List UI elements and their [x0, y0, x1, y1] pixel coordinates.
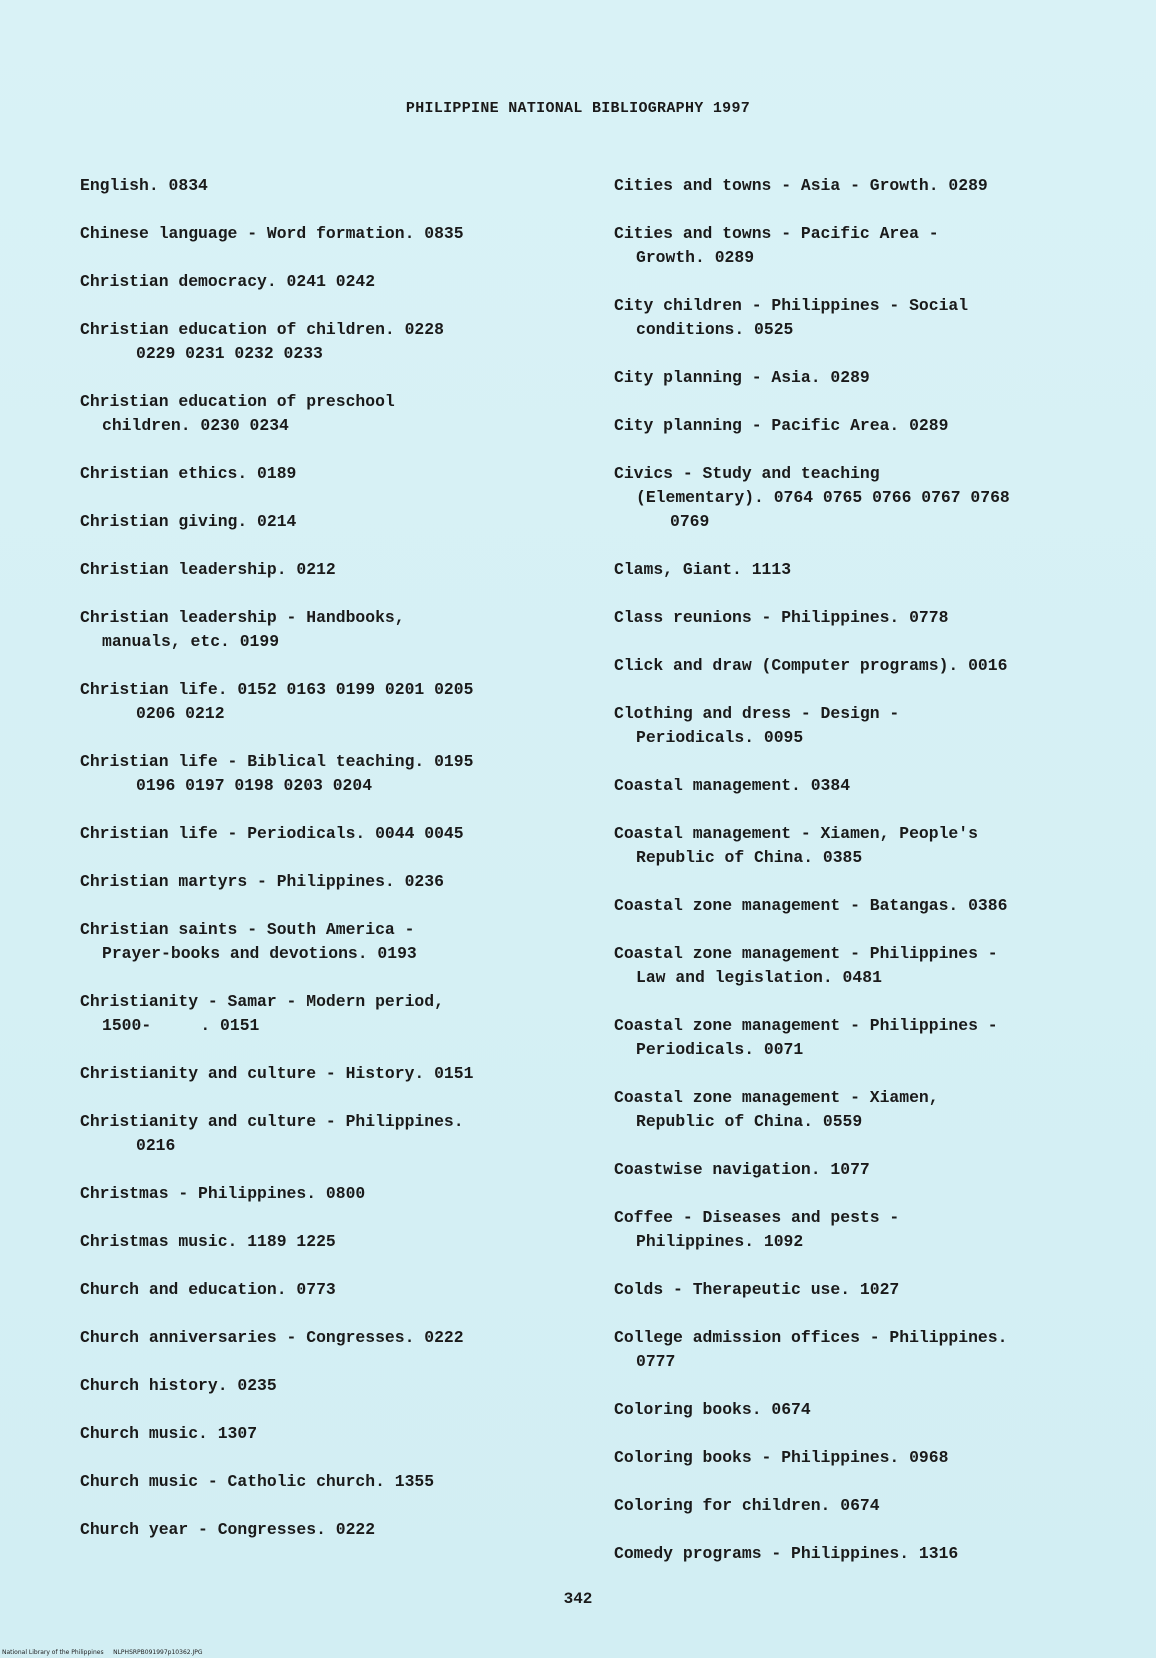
index-entry: [614, 942, 1144, 990]
index-entry: [614, 1446, 1144, 1470]
index-entry: [80, 1230, 600, 1254]
index-entry: [614, 414, 1144, 438]
index-entry-line: City planning - Pacific Area. 0289: [614, 416, 949, 435]
index-entry: [80, 606, 600, 654]
index-entry-line: Republic of China. 0559: [636, 1112, 863, 1131]
index-entry: [80, 1374, 600, 1398]
index-entry-line: Coastal zone management - Philippines -: [614, 1016, 998, 1035]
index-entry: [80, 1326, 600, 1350]
index-entry: [614, 1086, 1144, 1134]
index-entry-line: Periodicals. 0095: [636, 728, 804, 747]
index-entry-line: Comedy programs - Philippines. 1316: [614, 1544, 959, 1563]
index-entry-line: Church year - Congresses. 0222: [80, 1520, 376, 1539]
index-entry-line: Cities and towns - Pacific Area -: [614, 224, 939, 243]
index-entry: [614, 1014, 1144, 1062]
index-entry: [614, 1542, 1144, 1566]
index-entry: [614, 1206, 1144, 1254]
index-entry-line: Christian life. 0152 0163 0199 0201 0205: [80, 680, 474, 699]
index-entry-line: Colds - Therapeutic use. 1027: [614, 1280, 900, 1299]
index-entry-line: Clams, Giant. 1113: [614, 560, 792, 579]
index-entry: [614, 462, 1144, 534]
index-entry: [80, 270, 600, 294]
index-entry-line: Christian education of children. 0228: [80, 320, 444, 339]
index-entry-line: 0216: [136, 1136, 176, 1155]
index-entry: [80, 558, 600, 582]
index-column-right: [614, 174, 1144, 1590]
index-entry-line: Coastwise navigation. 1077: [614, 1160, 870, 1179]
index-entry-line: Clothing and dress - Design -: [614, 704, 900, 723]
index-entry: [80, 1422, 600, 1446]
index-entry-line: Chinese language - Word formation. 0835: [80, 224, 464, 243]
index-entry-line: Church music. 1307: [80, 1424, 258, 1443]
index-entry: [614, 1494, 1144, 1518]
index-entry: [80, 750, 600, 798]
index-entry-line: Christian democracy. 0241 0242: [80, 272, 376, 291]
index-entry: [614, 1398, 1144, 1422]
index-entry: [614, 654, 1144, 678]
index-entry: [614, 894, 1144, 918]
index-entry-line: Coastal management. 0384: [614, 776, 851, 795]
index-entry-line: Coastal zone management - Xiamen,: [614, 1088, 939, 1107]
index-entry-line: Coloring for children. 0674: [614, 1496, 880, 1515]
index-entry-line: Christianity and culture - History. 0151: [80, 1064, 474, 1083]
index-entry: [80, 174, 600, 198]
index-entry: [80, 318, 600, 366]
index-entry-line: Christmas - Philippines. 0800: [80, 1184, 366, 1203]
index-entry-line: conditions. 0525: [636, 320, 794, 339]
scan-footer-caption: National Library of the Philippines NLPHSRPB091997p10362.JPG: [2, 1649, 203, 1656]
index-entry-line: 0196 0197 0198 0203 0204: [136, 776, 373, 795]
index-entry: [614, 174, 1144, 198]
index-entry: [80, 1062, 600, 1086]
page-number: 342: [563, 1590, 593, 1608]
index-entry: [614, 1278, 1144, 1302]
index-entry: [80, 1278, 600, 1302]
index-entry-line: Click and draw (Computer programs). 0016: [614, 656, 1008, 675]
index-entry-line: Growth. 0289: [636, 248, 755, 267]
index-entry: [614, 294, 1144, 342]
index-entry: [80, 510, 600, 534]
index-entry-line: Christian life - Periodicals. 0044 0045: [80, 824, 464, 843]
index-entry: [614, 606, 1144, 630]
index-entry-line: English. 0834: [80, 176, 208, 195]
index-entry: [614, 1158, 1144, 1182]
index-entry-line: Christian giving. 0214: [80, 512, 297, 531]
index-entry-line: 0769: [670, 512, 710, 531]
index-entry-line: Christianity and culture - Philippines.: [80, 1112, 464, 1131]
index-entry-line: Christmas music. 1189 1225: [80, 1232, 336, 1251]
index-entry: [80, 462, 600, 486]
index-entry: [80, 1110, 600, 1158]
index-column-left: [80, 174, 600, 1566]
index-entry-line: Coastal zone management - Batangas. 0386: [614, 896, 1008, 915]
index-entry-line: Christian education of preschool: [80, 392, 395, 411]
index-entry: [80, 1518, 600, 1542]
index-entry-line: 0777: [636, 1352, 676, 1371]
index-entry-line: 0229 0231 0232 0233: [136, 344, 323, 363]
index-entry: [80, 870, 600, 894]
index-entry: [80, 678, 600, 726]
index-entry-line: Christian leadership. 0212: [80, 560, 336, 579]
index-entry: [80, 822, 600, 846]
index-entry-line: 1500- . 0151: [102, 1016, 260, 1035]
index-entry: [614, 1326, 1144, 1374]
index-entry-line: College admission offices - Philippines.: [614, 1328, 1008, 1347]
index-entry-line: Church history. 0235: [80, 1376, 277, 1395]
index-entry-line: Cities and towns - Asia - Growth. 0289: [614, 176, 988, 195]
index-entry-line: children. 0230 0234: [102, 416, 289, 435]
index-entry-line: Christian ethics. 0189: [80, 464, 297, 483]
index-entry-line: Church and education. 0773: [80, 1280, 336, 1299]
index-entry-line: Periodicals. 0071: [636, 1040, 804, 1059]
index-entry-line: Coffee - Diseases and pests -: [614, 1208, 900, 1227]
index-entry-line: Christian life - Biblical teaching. 0195: [80, 752, 474, 771]
index-entry: [80, 918, 600, 966]
index-entry-line: Church music - Catholic church. 1355: [80, 1472, 435, 1491]
index-entry: [80, 390, 600, 438]
index-entry-line: City children - Philippines - Social: [614, 296, 969, 315]
index-entry: [80, 1470, 600, 1494]
index-entry: [80, 1182, 600, 1206]
index-entry-line: Christianity - Samar - Modern period,: [80, 992, 444, 1011]
index-entry: [80, 222, 600, 246]
index-entry-line: Christian martyrs - Philippines. 0236: [80, 872, 444, 891]
index-entry-line: 0206 0212: [136, 704, 225, 723]
index-entry-line: Class reunions - Philippines. 0778: [614, 608, 949, 627]
index-entry-line: Civics - Study and teaching: [614, 464, 880, 483]
index-entry: [614, 702, 1144, 750]
index-entry-line: Republic of China. 0385: [636, 848, 863, 867]
index-entry-line: Law and legislation. 0481: [636, 968, 882, 987]
page-header: PHILIPPINE NATIONAL BIBLIOGRAPHY 1997: [405, 100, 751, 117]
index-entry-line: Church anniversaries - Congresses. 0222: [80, 1328, 464, 1347]
index-entry-line: Coastal management - Xiamen, People's: [614, 824, 978, 843]
index-entry: [614, 366, 1144, 390]
index-entry: [80, 990, 600, 1038]
index-entry-line: City planning - Asia. 0289: [614, 368, 870, 387]
index-entry-line: Christian saints - South America -: [80, 920, 415, 939]
index-entry-line: Coastal zone management - Philippines -: [614, 944, 998, 963]
index-entry-line: Coloring books. 0674: [614, 1400, 811, 1419]
index-entry-line: manuals, etc. 0199: [102, 632, 280, 651]
index-entry-line: (Elementary). 0764 0765 0766 0767 0768: [636, 488, 1010, 507]
index-entry-line: Philippines. 1092: [636, 1232, 804, 1251]
index-entry: [614, 558, 1144, 582]
index-entry: [614, 822, 1144, 870]
index-entry: [614, 774, 1144, 798]
index-entry-line: Coloring books - Philippines. 0968: [614, 1448, 949, 1467]
index-entry-line: Prayer-books and devotions. 0193: [102, 944, 417, 963]
index-entry-line: Christian leadership - Handbooks,: [80, 608, 405, 627]
index-entry: [614, 222, 1144, 270]
